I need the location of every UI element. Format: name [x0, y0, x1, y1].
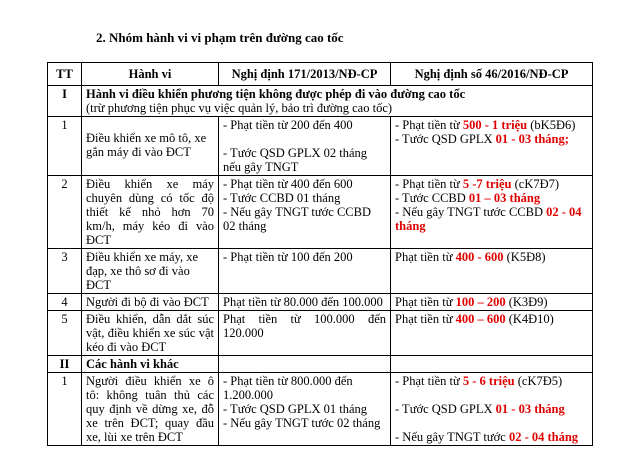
section-number: I — [48, 86, 82, 117]
table-row — [48, 373, 593, 446]
penalty-text: - Tước CCBD — [395, 191, 469, 205]
behavior-cell: Điều khiển, dẫn dắt súc vật, điều khiển xe súc vật kéo đi vào ĐCT — [82, 311, 219, 356]
penalty-ref: (cK7Đ5) — [514, 374, 563, 388]
section-title: Các hành vi khác — [82, 356, 219, 373]
table-row — [48, 294, 593, 311]
penalty-text: - Tước QSD GPLX — [395, 132, 496, 146]
section-row-1 — [48, 86, 593, 117]
penalty-text: - Phạt tiền từ — [395, 374, 463, 388]
penalty-line: - Tước CCBD 01 tháng — [223, 191, 341, 205]
decree-171-cell: Phạt tiền từ 80.000 đến 100.000 — [219, 294, 391, 311]
penalty-amount: 01 – 03 tháng — [468, 191, 541, 205]
header-behavior: Hành vi — [82, 63, 219, 86]
penalty-line: - Phạt tiền từ 800.000 đến 1.200.000 — [223, 374, 353, 402]
behavior-cell: Người điều khiển xe ô tô: không tuân thủ các quy định về dừng xe, đỗ xe trên ĐCT; quay đầu xe, lùi xe trên ĐCT — [82, 373, 219, 446]
behavior-cell: Điều khiển xe máy, xe đạp, xe thô sơ đi vào ĐCT — [82, 249, 219, 294]
decree-171-cell — [219, 117, 391, 176]
penalty-text: Phạt tiền từ — [395, 295, 456, 309]
behavior-cell: Người đi bộ đi vào ĐCT — [82, 294, 219, 311]
penalty-line: - Phạt tiền từ 100 đến 200 — [223, 250, 353, 264]
penalty-ref: (K5Đ8) — [503, 250, 546, 264]
header-row — [48, 63, 593, 86]
decree-171-cell — [219, 249, 391, 294]
penalty-text: - Nếu gây TNGT tước — [395, 430, 509, 444]
row-number: 1 — [48, 373, 82, 446]
penalty-amount: 02 - 04 tháng — [395, 205, 582, 233]
penalty-text: - Phạt tiền từ — [395, 177, 463, 191]
decree-46-cell — [391, 176, 593, 249]
penalty-line: - Phạt tiền từ 400 đến 600 — [223, 177, 353, 191]
penalty-text: - Tước QSD GPLX — [395, 402, 496, 416]
penalty-line: - Nếu gây TNGT tước 02 tháng — [223, 416, 381, 430]
penalty-line: - Nếu gây TNGT tước CCBD 02 tháng — [223, 205, 371, 233]
penalty-amount: 100 – 200 — [455, 295, 506, 309]
penalty-text: - Nếu gây TNGT tước CCBD — [395, 205, 547, 219]
empty-cell — [219, 356, 391, 373]
row-number: 5 — [48, 311, 82, 356]
behavior-cell: Điều khiển xe máy chuyên dùng có tốc độ thiết kế nhỏ hơn 70 km/h, máy kéo đi vào ĐCT — [82, 176, 219, 249]
decree-171-cell — [219, 373, 391, 446]
empty-cell — [391, 356, 593, 373]
row-number: 4 — [48, 294, 82, 311]
penalty-line: - Tước QSD GPLX 01 tháng — [223, 402, 368, 416]
header-decree-46: Nghị định số 46/2016/NĐ-CP — [391, 63, 593, 86]
decree-46-cell — [391, 373, 593, 446]
section-row-2 — [48, 356, 593, 373]
penalty-text: Phạt tiền từ — [395, 312, 456, 326]
penalty-text: Phạt tiền từ — [395, 250, 456, 264]
section-title — [82, 86, 593, 117]
penalty-amount: 01 - 03 tháng — [495, 402, 565, 416]
table-row — [48, 249, 593, 294]
header-tt: TT — [48, 63, 82, 86]
decree-46-cell — [391, 249, 593, 294]
decree-171-cell: Phạt tiền từ 100.000 đến 120.000 — [219, 311, 391, 356]
penalty-amount: 500 - 1 triệu — [462, 118, 528, 132]
row-number: 2 — [48, 176, 82, 249]
penalty-amount: 01 - 03 tháng; — [495, 132, 569, 146]
section-number: II — [48, 356, 82, 373]
penalty-ref: (K4Đ10) — [505, 312, 554, 326]
decree-171-cell — [219, 176, 391, 249]
row-number: 1 — [48, 117, 82, 176]
table-row — [48, 176, 593, 249]
penalty-amount: 02 - 04 tháng — [508, 430, 579, 444]
penalty-amount: 400 – 600 — [455, 312, 506, 326]
penalty-amount: 5 -7 triệu — [462, 177, 512, 191]
section-note: (trừ phương tiện phục vụ việc quản lý, bảo trì đường cao tốc) — [86, 101, 393, 115]
penalty-text: - Phạt tiền từ — [395, 118, 463, 132]
section-heading: 2. Nhóm hành vi vi phạm trên đường cao tốc — [96, 30, 344, 45]
decree-46-cell — [391, 117, 593, 176]
penalty-ref: (bK5Đ6) — [527, 118, 576, 132]
decree-46-cell — [391, 311, 593, 356]
decree-46-cell — [391, 294, 593, 311]
violations-table — [47, 62, 593, 446]
table-row — [48, 311, 593, 356]
penalty-line: - Tước QSD GPLX 02 tháng nếu gây TNGT — [223, 146, 368, 174]
section-title-text: Hành vi điều khiển phương tiện không được phép đi vào đường cao tốc — [86, 87, 466, 101]
penalty-ref: (cK7Đ7) — [511, 177, 560, 191]
penalty-ref: (K3Đ9) — [505, 295, 548, 309]
behavior-cell: Điều khiển xe mô tô, xe gắn máy đi vào ĐCT — [82, 117, 219, 176]
penalty-line: - Phạt tiền từ 200 đến 400 — [223, 118, 353, 132]
table-row — [48, 117, 593, 176]
penalty-amount: 400 - 600 — [455, 250, 504, 264]
penalty-amount: 5 - 6 triệu — [462, 374, 515, 388]
row-number: 3 — [48, 249, 82, 294]
header-decree-171: Nghị định 171/2013/NĐ-CP — [219, 63, 391, 86]
